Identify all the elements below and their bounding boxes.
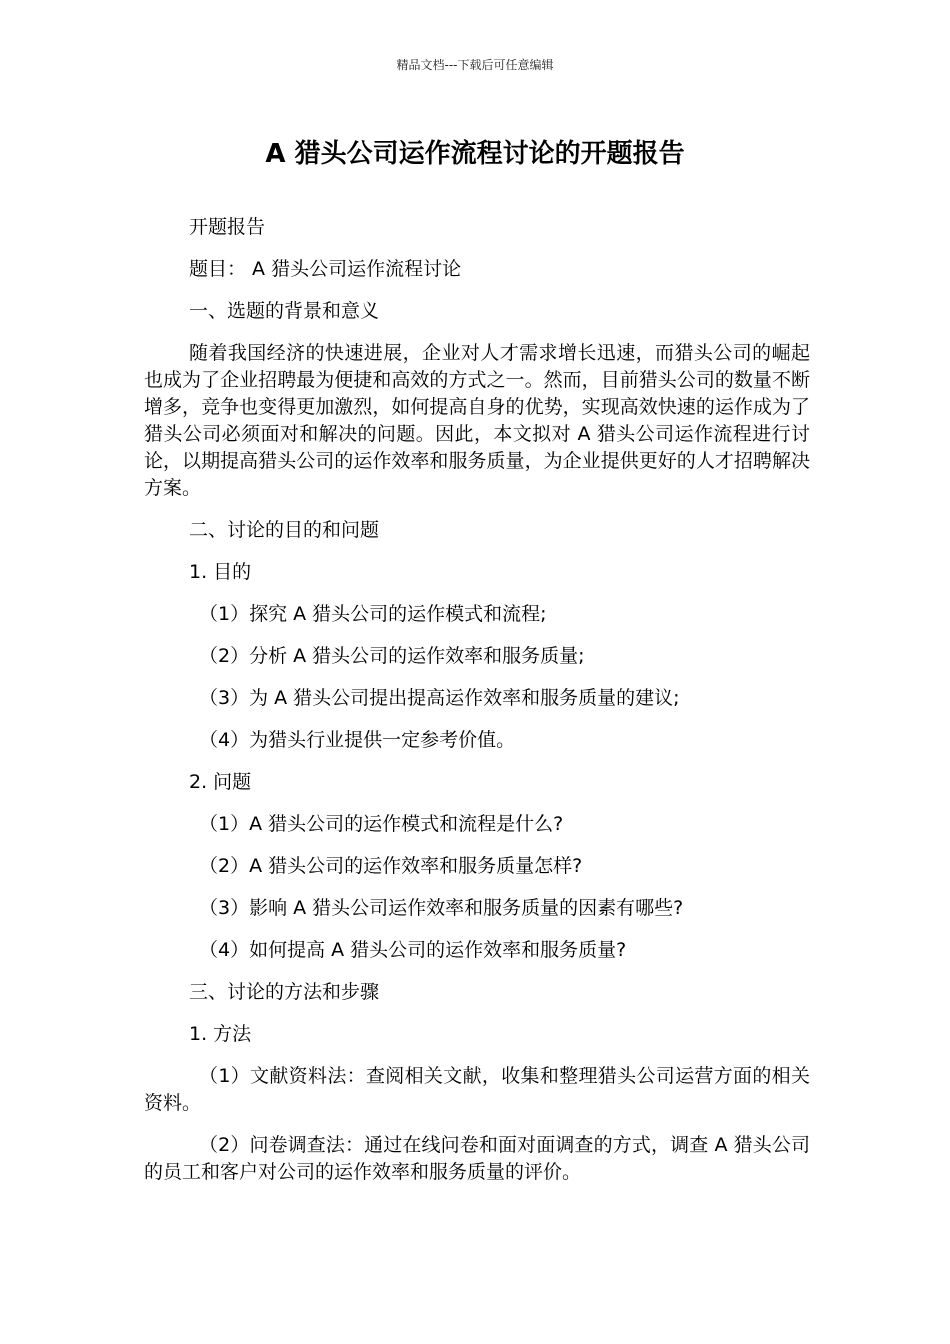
document-body	[144, 214, 810, 1201]
purpose-heading: 1. 目的	[189, 561, 252, 583]
question-item: （4）如何提高 A 猎头公司的运作效率和服务质量?	[199, 939, 627, 961]
section-heading-goals: 二、讨论的目的和问题	[189, 519, 380, 541]
purpose-item: （1）探究 A 猎头公司的运作模式和流程;	[199, 603, 547, 625]
purpose-item: （4）为猎头行业提供一定参考价值。	[199, 729, 516, 751]
section-heading-methods: 三、讨论的方法和步骤	[189, 981, 380, 1003]
purpose-item: （3）为 A 猎头公司提出提高运作效率和服务质量的建议;	[199, 687, 680, 709]
method-item: （1）文献资料法：查阅相关文献，收集和整理猎头公司运营方面的相关资料。	[144, 1065, 810, 1114]
question-item: （2）A 猎头公司的运作效率和服务质量怎样?	[199, 855, 583, 877]
topic-line: 题目： A 猎头公司运作流程讨论	[189, 258, 462, 280]
background-paragraph: 随着我国经济的快速进展，企业对人才需求增长迅速，而猎头公司的崛起也成为了企业招聘最为便捷和高效的方式之一。然而，目前猎头公司的数量不断增多，竞争也变得更加激烈，如何提高自身的优势，实现高效快速的运作成为了猎头公司必须面对和解决的问题。因此，本文拟对 A 猎头公司运作流程进行讨论，以期提高猎头公司的运作效率和服务质量，为企业提供更好的人才招聘解决方案。	[144, 342, 810, 499]
purpose-item: （2）分析 A 猎头公司的运作效率和服务质量;	[199, 645, 585, 667]
page-header: 精品文档---下载后可任意编辑	[396, 58, 554, 72]
document-title: A 猎头公司运作流程讨论的开题报告	[265, 139, 685, 169]
question-item: （1）A 猎头公司的运作模式和流程是什么?	[199, 813, 564, 835]
question-item: （3）影响 A 猎头公司运作效率和服务质量的因素有哪些?	[199, 897, 684, 919]
report-heading: 开题报告	[189, 216, 266, 238]
method-item: （2）问卷调查法：通过在线问卷和面对面调查的方式，调查 A 猎头公司的员工和客户对公司的运作效率和服务质量的评价。	[144, 1134, 810, 1183]
methods-heading: 1. 方法	[189, 1023, 252, 1045]
questions-heading: 2. 问题	[189, 771, 252, 793]
section-heading-background: 一、选题的背景和意义	[189, 300, 380, 322]
